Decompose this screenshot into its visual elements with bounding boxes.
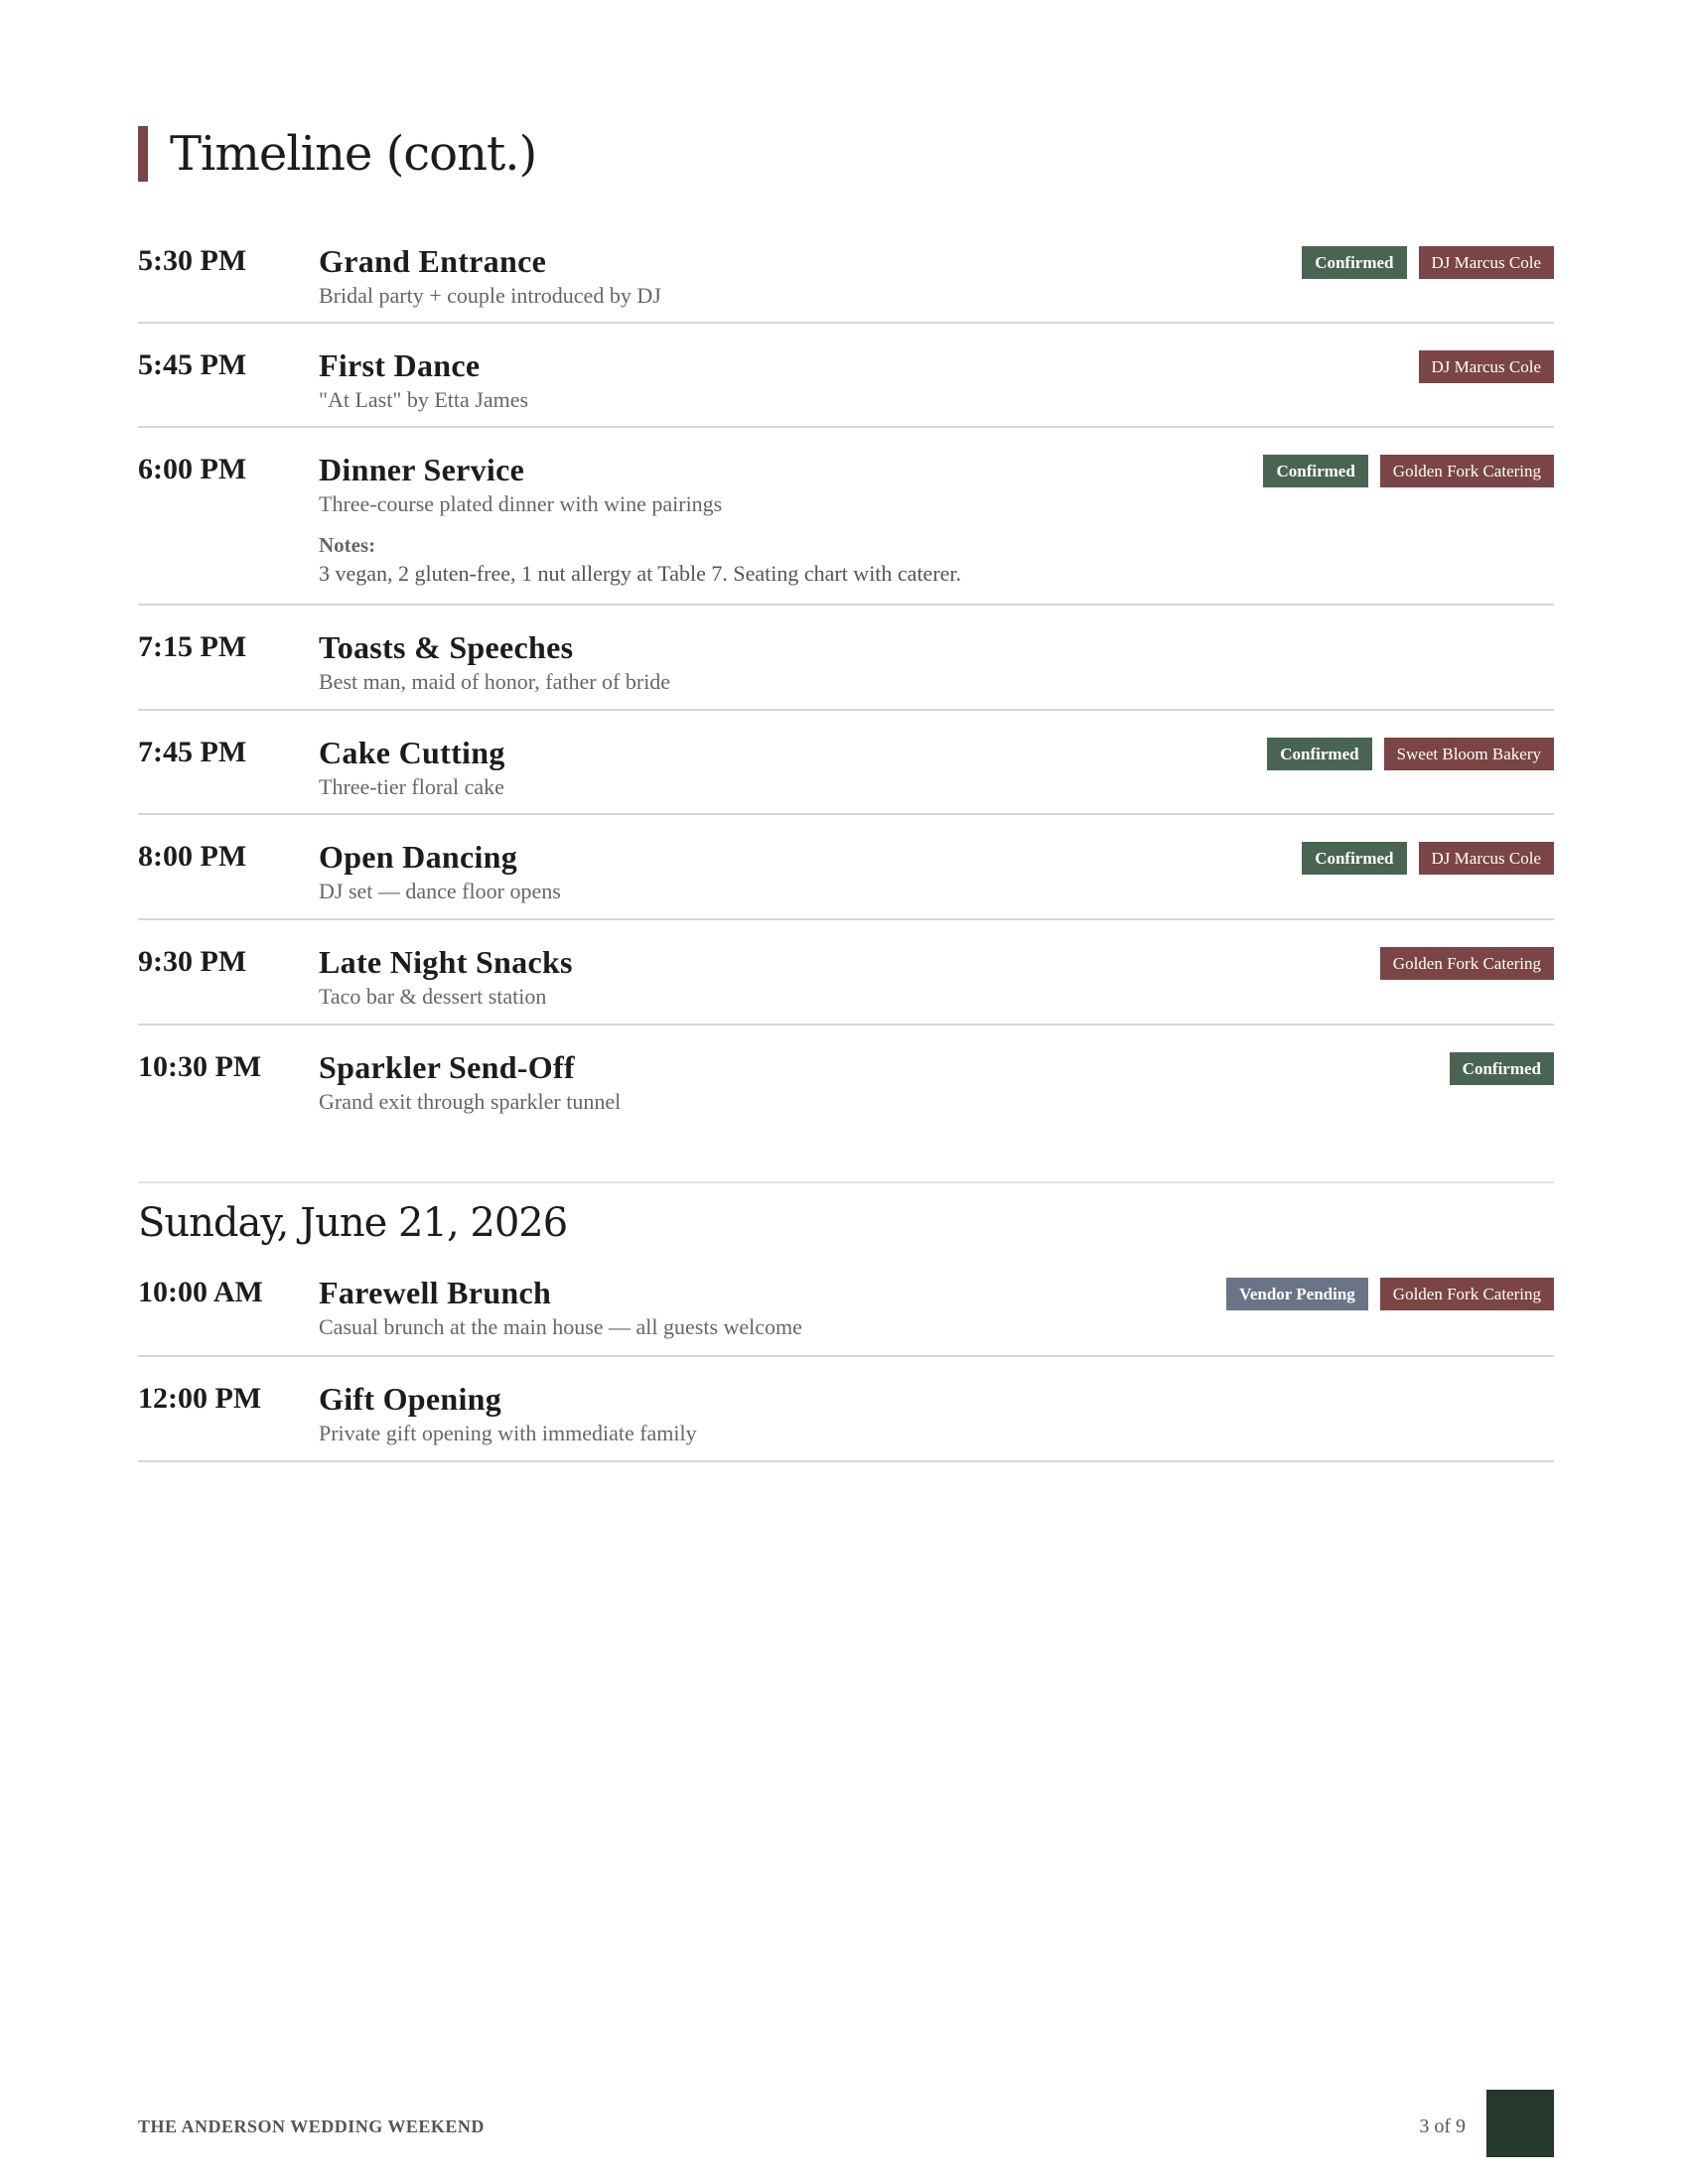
event-description: Bridal party + couple introduced by DJ bbox=[319, 283, 661, 308]
event-title: Dinner Service bbox=[319, 452, 525, 487]
event-badges bbox=[1302, 842, 1554, 875]
event-badges bbox=[1419, 350, 1554, 383]
notes-label: Notes: bbox=[319, 533, 376, 557]
heading-accent-bar bbox=[138, 126, 148, 182]
event-description: Taco bar & dessert station bbox=[319, 984, 547, 1009]
event-title: Gift Opening bbox=[319, 1381, 502, 1417]
status-badge: Confirmed bbox=[1302, 246, 1406, 279]
event-time: 6:00 PM bbox=[138, 453, 247, 485]
event-time: 12:00 PM bbox=[138, 1382, 262, 1415]
event-time: 10:30 PM bbox=[138, 1050, 262, 1083]
vendor-badge: DJ Marcus Cole bbox=[1419, 246, 1554, 279]
status-badge: Confirmed bbox=[1267, 738, 1371, 770]
event-time: 7:45 PM bbox=[138, 736, 247, 768]
vendor-badge: DJ Marcus Cole bbox=[1419, 350, 1554, 383]
event-row bbox=[138, 428, 1554, 606]
event-title: First Dance bbox=[319, 347, 481, 383]
event-badges bbox=[1263, 455, 1554, 487]
page-number: 3 of 9 bbox=[1419, 2116, 1466, 2137]
page bbox=[138, 0, 1554, 2184]
event-body bbox=[319, 346, 1554, 415]
timeline-sunday bbox=[138, 1274, 1554, 1462]
status-badge: Confirmed bbox=[1450, 1052, 1554, 1085]
event-body bbox=[319, 943, 1554, 1012]
timeline-saturday bbox=[138, 242, 1554, 1125]
event-description: DJ set — dance floor opens bbox=[319, 879, 561, 903]
section-heading bbox=[138, 125, 536, 183]
event-body bbox=[319, 1048, 1554, 1117]
vendor-badge: Golden Fork Catering bbox=[1380, 1278, 1554, 1310]
event-row bbox=[138, 815, 1554, 920]
event-time: 9:30 PM bbox=[138, 945, 247, 978]
event-title: Toasts & Speeches bbox=[319, 629, 574, 665]
event-description: Casual brunch at the main house — all guests welcome bbox=[319, 1314, 802, 1339]
event-title: Late Night Snacks bbox=[319, 944, 573, 980]
event-body bbox=[319, 1380, 1554, 1448]
event-title: Farewell Brunch bbox=[319, 1275, 552, 1310]
event-notes: 3 vegan, 2 gluten-free, 1 nut allergy at Table 7. Seating chart with caterer. bbox=[319, 561, 962, 586]
event-description: Three-tier floral cake bbox=[319, 774, 504, 799]
event-badges bbox=[1267, 738, 1554, 770]
day-divider bbox=[138, 1181, 1554, 1183]
event-time: 8:00 PM bbox=[138, 840, 247, 873]
event-time: 5:45 PM bbox=[138, 348, 247, 381]
vendor-badge: Golden Fork Catering bbox=[1380, 455, 1554, 487]
vendor-badge: Sweet Bloom Bakery bbox=[1384, 738, 1554, 770]
event-row bbox=[138, 1025, 1554, 1125]
event-description: Grand exit through sparkler tunnel bbox=[319, 1089, 622, 1114]
event-badges bbox=[1450, 1052, 1554, 1085]
event-rundown-logo bbox=[1486, 2090, 1554, 2157]
vendor-badge: Golden Fork Catering bbox=[1380, 947, 1554, 980]
status-badge: Confirmed bbox=[1263, 455, 1367, 487]
event-badges bbox=[1302, 246, 1554, 279]
event-description: "At Last" by Etta James bbox=[319, 387, 529, 412]
page-title: Timeline (cont.) bbox=[170, 126, 537, 182]
event-row bbox=[138, 1274, 1554, 1357]
event-row bbox=[138, 242, 1554, 324]
event-time: 7:15 PM bbox=[138, 630, 247, 663]
event-title: Open Dancing bbox=[319, 839, 518, 875]
event-row bbox=[138, 711, 1554, 815]
event-title: Sparkler Send-Off bbox=[319, 1049, 575, 1085]
event-description: Private gift opening with immediate family bbox=[319, 1421, 697, 1445]
status-badge: Vendor Pending bbox=[1226, 1278, 1368, 1310]
event-badges bbox=[1380, 947, 1554, 980]
event-title: Grand Entrance bbox=[319, 243, 547, 279]
event-row bbox=[138, 324, 1554, 428]
event-body bbox=[319, 628, 1554, 697]
event-row bbox=[138, 1357, 1554, 1462]
event-description: Best man, maid of honor, father of bride bbox=[319, 669, 671, 694]
event-time: 5:30 PM bbox=[138, 244, 247, 277]
footer-title: THE ANDERSON WEDDING WEEKEND bbox=[138, 2116, 485, 2136]
event-row bbox=[138, 606, 1554, 711]
event-time: 10:00 AM bbox=[138, 1276, 263, 1308]
day-heading: Sunday, June 21, 2026 bbox=[138, 1200, 568, 1246]
event-badges bbox=[1226, 1278, 1554, 1310]
event-title: Cake Cutting bbox=[319, 735, 505, 770]
event-description: Three-course plated dinner with wine pairings bbox=[319, 491, 723, 516]
vendor-badge: DJ Marcus Cole bbox=[1419, 842, 1554, 875]
event-row bbox=[138, 920, 1554, 1025]
status-badge: Confirmed bbox=[1302, 842, 1406, 875]
